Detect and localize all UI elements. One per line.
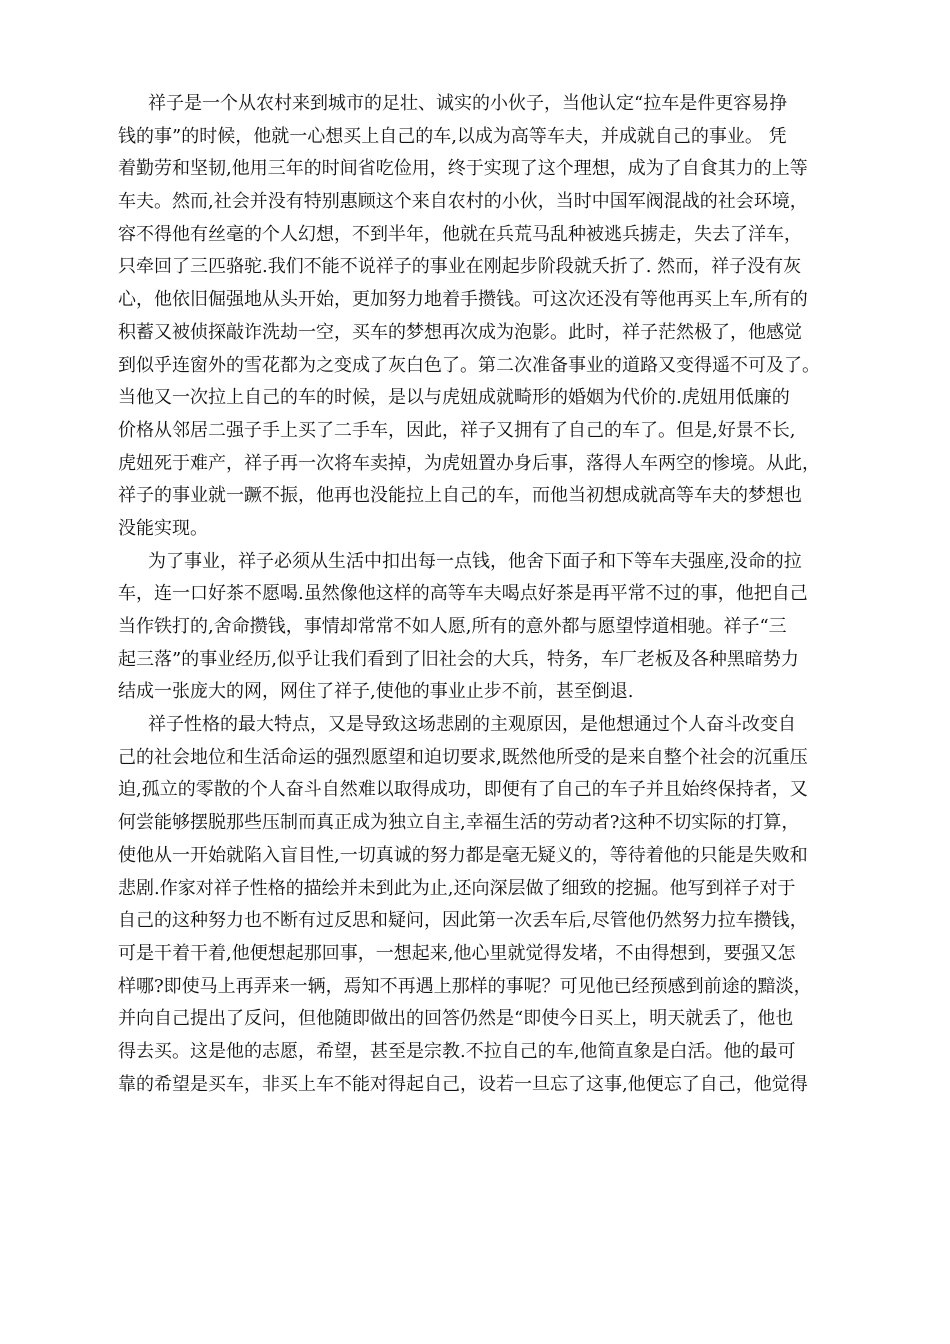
text-line: 可是干着干着,他便想起那回事，一想起来,他心里就觉得发堵，不由得想到，要强又怎 [118,942,796,964]
text-line: 虎妞死于难产，祥子再一次将车卖掉，为虎妞置办身后事，落得人车两空的惨境。从此， [118,452,820,474]
text-line: 当作铁打的,舍命攒钱，事情却常常不如人愿,所有的意外都与愿望悖道相驰。祥子“三 [118,616,787,637]
text-line: 并向自己提出了反问，但他随即做出的回答仍然是“即使今日买上，明天就丢了，他也 [118,1008,794,1030]
text-line: 自己的这种努力也不断有过反思和疑问，因此第一次丢车后,尽管他仍然努力拉车攒钱， [118,910,808,932]
text-line: 当他又一次拉上自己的车的时候，是以与虎妞成就畸形的婚姻为代价的.虎妞用低廉的 [118,387,790,409]
text-line: 何尝能够摆脱那些压制而真正成为独立自主,幸福生活的劳动者?这种不切实际的打算， [118,812,800,834]
paragraph [118,709,866,1101]
text-line: 起三落”的事业经历,似乎让我们看到了旧社会的大兵，特务，车厂老板及各种黑暗势力 [118,648,799,670]
text-line: 容不得他有丝毫的个人幻想，不到半年，他就在兵荒马乱种被逃兵掳走，失去了洋车， [118,223,802,245]
text-line: 车，连一口好茶不愿喝.虽然像他这样的高等车夫喝点好茶是再平常不过的事，他把自己 [118,583,808,605]
text-line: 着勤劳和坚韧,他用三年的时间省吃俭用，终于实现了这个理想，成为了自食其力的上等 [118,158,808,180]
document-body [118,88,866,1101]
text-line: 结成一张庞大的网，网住了祥子,使他的事业止步不前，甚至倒退. [118,681,634,703]
text-line: 为了事业，祥子必须从生活中扣出每一点钱，他舍下面子和下等车夫强座,没命的拉 [148,550,802,572]
text-line: 使他从一开始就陷入盲目性,一切真诚的努力都是毫无疑义的，等待着他的只能是失败和 [118,844,808,866]
text-line: 积蓄又被侦探敲诈洗劫一空，买车的梦想再次成为泡影。此时，祥子茫然极了，他感觉 [118,321,802,343]
text-line: 己的社会地位和生活命运的强烈愿望和迫切要求,既然他所受的是来自整个社会的沉重压 [118,746,808,768]
paragraph [118,88,866,546]
text-line: 祥子是一个从农村来到城市的足壮、诚实的小伙子，当他认定“拉车是件更容易挣 [148,93,788,114]
text-line: 心，他依旧倔强地从头开始，更加努力地着手攒钱。可这次还没有等他再买上车,所有的 [118,289,808,311]
text-line: 祥子性格的最大特点，又是导致这场悲剧的主观原因，是他想通过个人奋斗改变自 [148,714,796,736]
text-line: 迫,孤立的零散的个人奋斗自然难以取得成功，即便有了自己的车子并且始终保持者，又 [118,779,808,801]
text-line: 没能实现。 [118,517,208,539]
text-line: 只牵回了三匹骆驼.我们不能不说祥子的事业在刚起步阶段就夭折了. 然而，祥子没有灰 [118,256,802,278]
text-line: 悲剧.作家对祥子性格的描绘并未到此为止,还向深层做了细致的挖掘。他写到祥子对于 [118,877,796,899]
text-line: 祥子的事业就一蹶不振，他再也没能拉上自己的车，而他当初想成就高等车夫的梦想也 [118,485,802,507]
text-line: 靠的希望是买车，非买上车不能对得起自己，设若一旦忘了这事,他便忘了自己，他觉得 [118,1073,808,1095]
text-line: 样哪?即使马上再弄来一辆，焉知不再遇上那样的事呢？可见他已经预感到前途的黯淡， [118,975,812,997]
text-line: 价格从邻居二强子手上买了二手车，因此，祥子又拥有了自己的车了。但是,好景不长, [118,419,796,441]
paragraph [118,546,866,709]
text-line: 车夫。然而,社会并没有特别惠顾这个来自农村的小伙，当时中国军阀混战的社会环境， [118,191,808,213]
text-line: 得去买。这是他的志愿，希望，甚至是宗教.不拉自己的车,他简直象是白活。他的最可 [118,1040,796,1062]
text-line: 钱的事”的时候，他就一心想买上自己的车,以成为高等车夫，并成就自己的事业。 凭 [118,125,787,147]
text-line: 到似乎连窗外的雪花都为之变成了灰白色了。第二次准备事业的道路又变得遥不可及了。 [118,354,820,376]
